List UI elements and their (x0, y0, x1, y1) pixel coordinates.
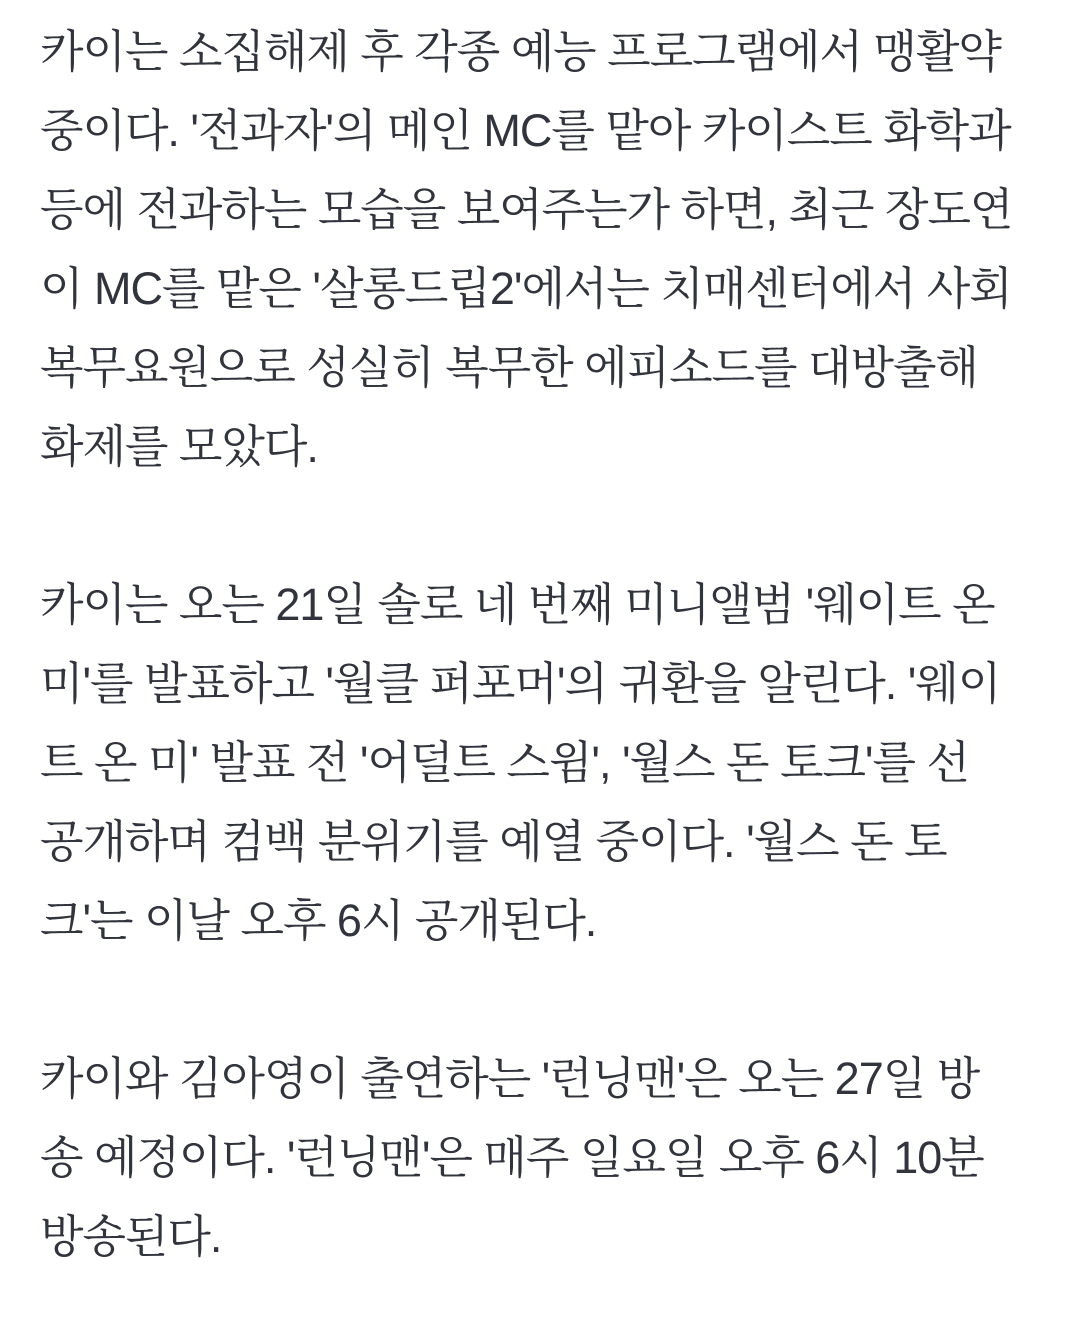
article-paragraph (40, 565, 1050, 960)
article-line: 송 예정이다. '런닝맨'은 매주 일요일 오후 6시 10분 (40, 1132, 984, 1183)
article-line: 미'를 발표하고 '월클 퍼포머'의 귀환을 알린다. '웨이 (40, 658, 1001, 709)
article-line: 중이다. '전과자'의 메인 MC를 맡아 카이스트 화학과 (40, 105, 1011, 156)
article-paragraph (40, 1039, 1050, 1276)
article-paragraph (40, 12, 1050, 486)
article-line: 방송된다. (40, 1211, 222, 1262)
article-line: 카이는 소집해제 후 각종 예능 프로그램에서 맹활약 (40, 26, 1001, 77)
article-line: 크'는 이날 오후 6시 공개된다. (40, 895, 597, 946)
article-line: 트 온 미' 발표 전 '어덜트 스윔', '월스 돈 토크'를 선 (40, 737, 969, 788)
article-line: 이 MC를 맡은 '살롱드립2'에서는 치매센터에서 사회 (40, 263, 1012, 314)
article-line: 복무요원으로 성실히 복무한 에피소드를 대방출해 (40, 342, 978, 393)
article-line: 카이는 오는 21일 솔로 네 번째 미니앨범 '웨이트 온 (40, 579, 995, 630)
article-line: 등에 전과하는 모습을 보여주는가 하면, 최근 장도연 (40, 184, 1013, 235)
article-line: 화제를 모았다. (40, 421, 318, 472)
article-line: 카이와 김아영이 출연하는 '런닝맨'은 오는 27일 방 (40, 1053, 980, 1104)
article-line: 공개하며 컴백 분위기를 예열 중이다. '월스 돈 토 (40, 816, 947, 867)
